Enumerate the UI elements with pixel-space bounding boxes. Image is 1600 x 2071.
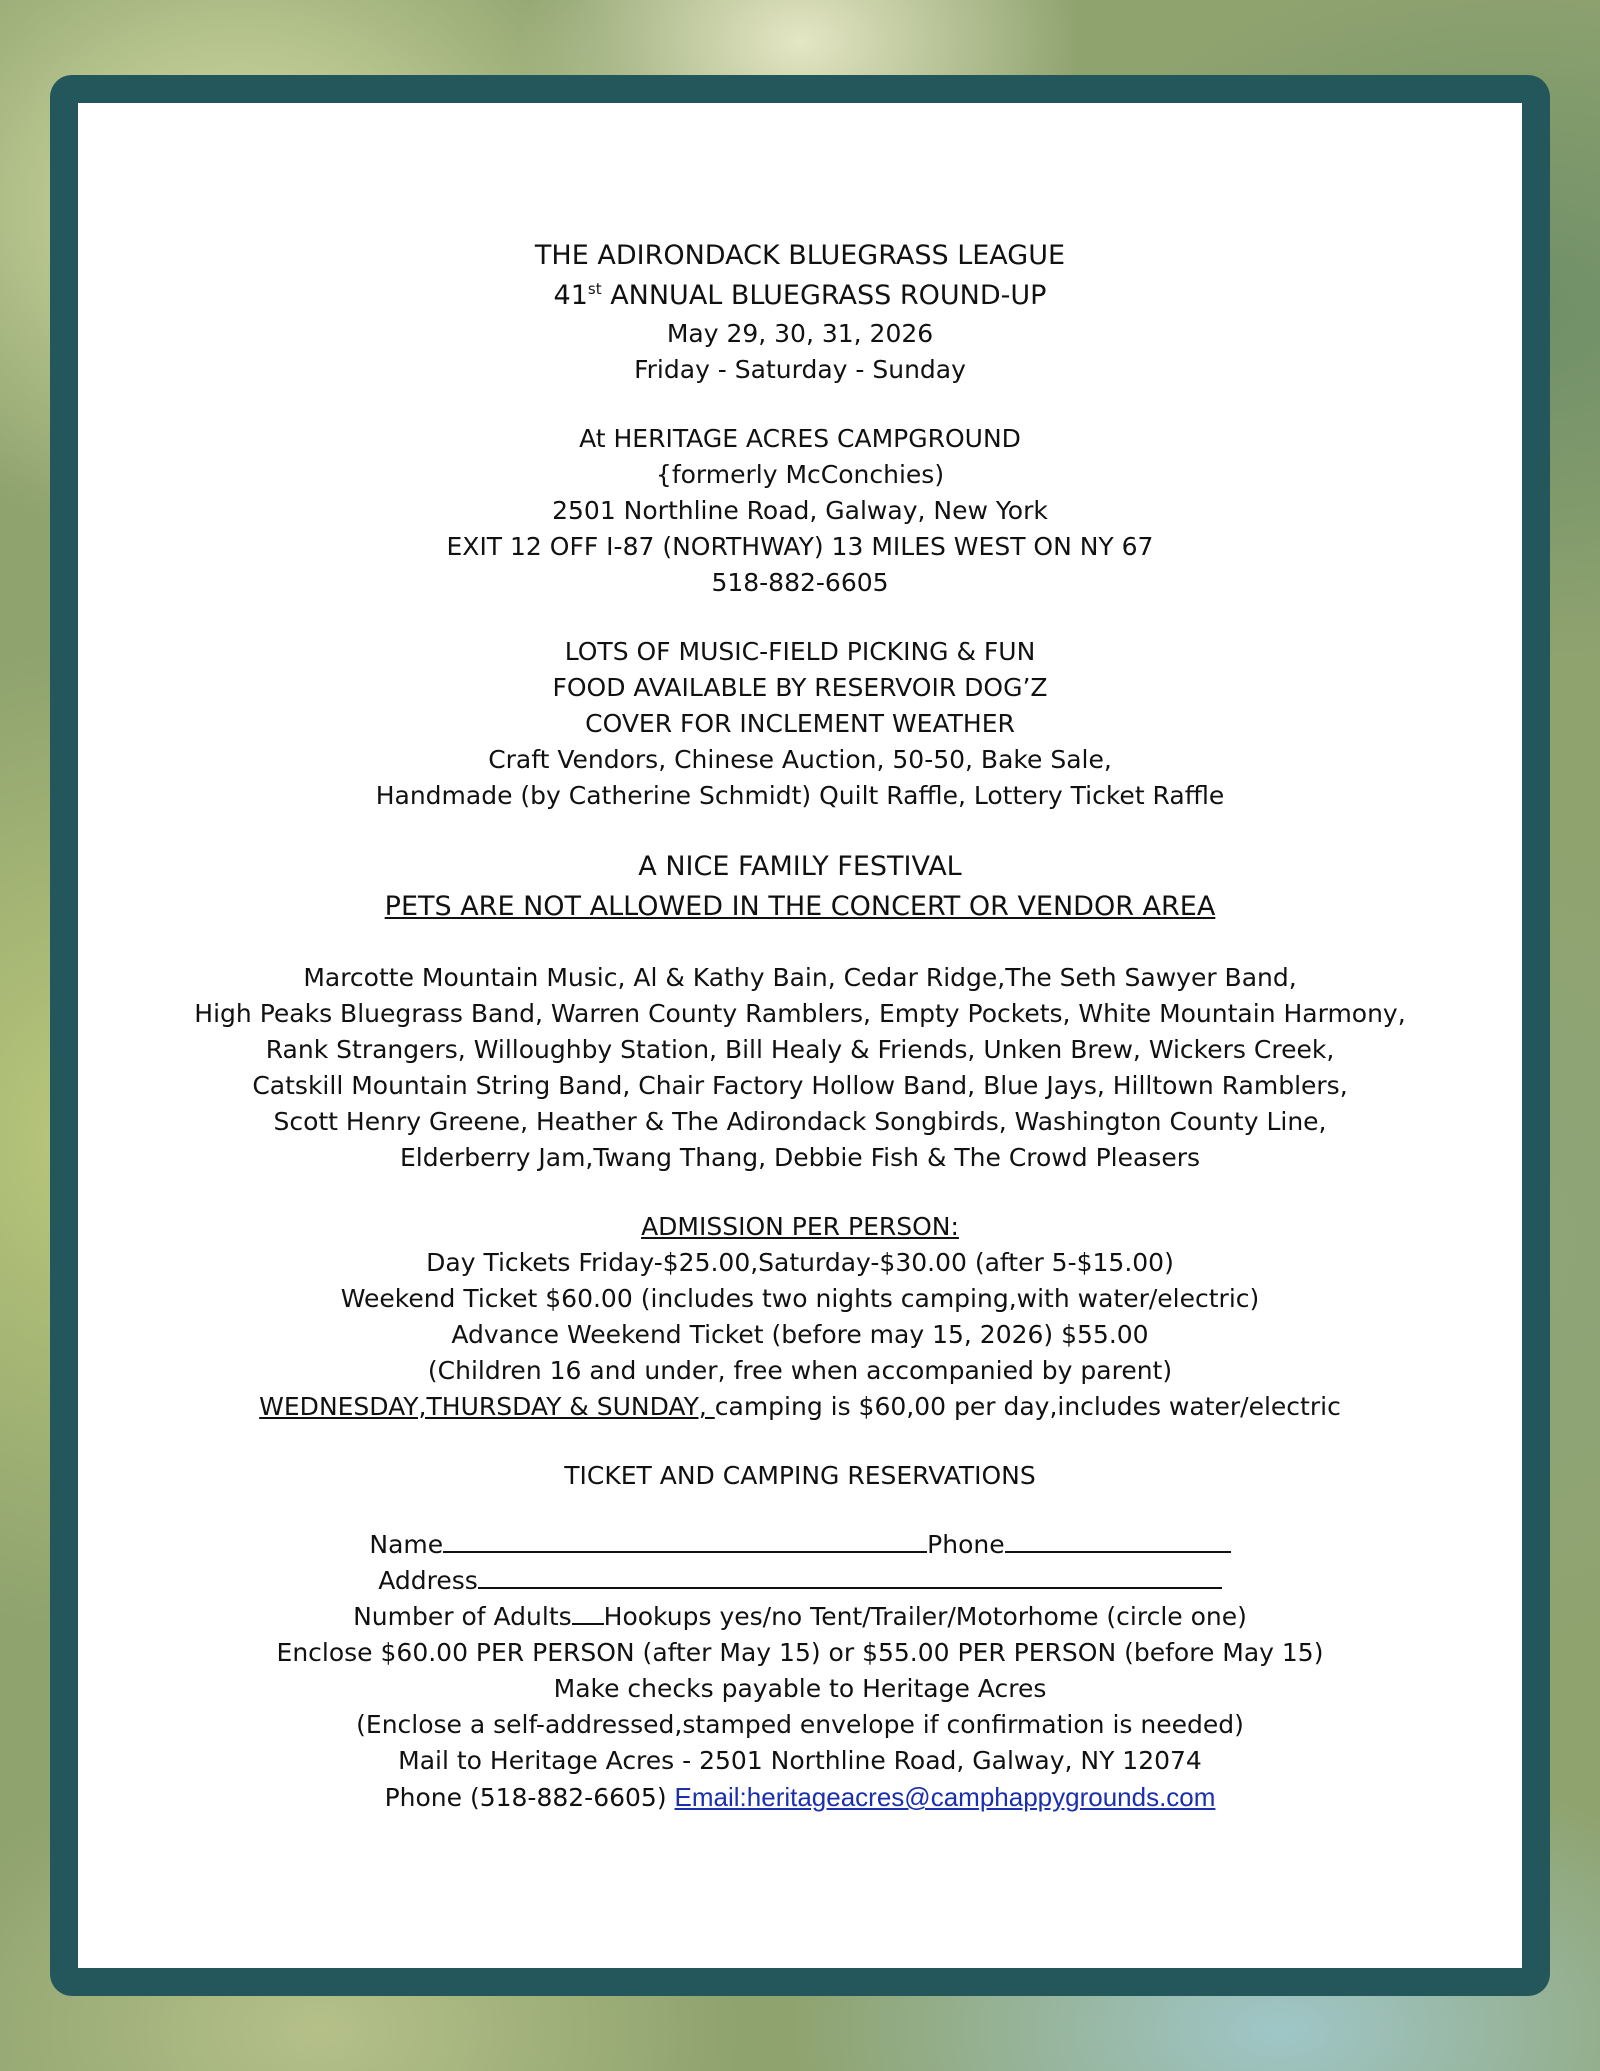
phone-label: Phone	[927, 1530, 1005, 1559]
adults-row	[0, 1599, 1600, 1635]
venue-name: At HERITAGE ACRES CAMPGROUND	[579, 424, 1021, 453]
band-list-line: Catskill Mountain String Band, Chair Factory Hollow Band, Blue Jays, Hilltown Ramblers,	[252, 1071, 1348, 1100]
venue-directions: EXIT 12 OFF I-87 (NORTHWAY) 13 MILES WEST ON NY 67	[446, 532, 1154, 561]
band-list-line: Scott Henry Greene, Heather & The Adirondack Songbirds, Washington County Line,	[273, 1107, 1327, 1136]
event-days: Friday - Saturday - Sunday	[634, 355, 966, 384]
event-title-text: ANNUAL BLUEGRASS ROUND-UP	[601, 280, 1047, 311]
adults-label: Number of Adults	[353, 1602, 572, 1631]
feature-line: FOOD AVAILABLE BY RESERVOIR DOG’Z	[552, 673, 1048, 702]
name-label: Name	[369, 1530, 444, 1559]
feature-line: COVER FOR INCLEMENT WEATHER	[585, 709, 1015, 738]
phone-blank[interactable]	[1005, 1527, 1231, 1553]
feature-line: LOTS OF MUSIC-FIELD PICKING & FUN	[564, 637, 1036, 666]
contact-phone: Phone (518-882-6605)	[384, 1783, 675, 1812]
event-title	[0, 276, 1600, 316]
reservation-line: Make checks payable to Heritage Acres	[553, 1674, 1047, 1703]
event-ordinal: st	[587, 280, 602, 298]
reservation-line: (Enclose a self-addressed,stamped envelope if confirmation is needed)	[356, 1710, 1244, 1739]
camping-line	[0, 1389, 1600, 1425]
feature-line: Handmade (by Catherine Schmidt) Quilt Raffle, Lottery Ticket Raffle	[375, 781, 1225, 810]
name-blank[interactable]	[443, 1527, 927, 1553]
email-link[interactable]: Email:heritageacres@camphappygrounds.com	[674, 1782, 1216, 1812]
reservation-line: Mail to Heritage Acres - 2501 Northline Road, Galway, NY 12074	[398, 1746, 1202, 1775]
reservations-heading: TICKET AND CAMPING RESERVATIONS	[564, 1461, 1036, 1490]
reservation-line: Enclose $60.00 PER PERSON (after May 15) or $55.00 PER PERSON (before May 15)	[276, 1638, 1324, 1667]
address-label: Address	[378, 1566, 478, 1595]
contact-row	[0, 1779, 1600, 1816]
event-dates: May 29, 30, 31, 2026	[666, 319, 934, 348]
name-phone-row	[0, 1527, 1600, 1563]
band-list-line: Elderberry Jam,Twang Thang, Debbie Fish & The Crowd Pleasers	[400, 1143, 1200, 1172]
adults-blank[interactable]	[572, 1599, 604, 1625]
flyer-content	[0, 236, 1600, 1816]
org-title: THE ADIRONDACK BLUEGRASS LEAGUE	[534, 240, 1066, 271]
admission-line: (Children 16 and under, free when accompanied by parent)	[427, 1356, 1173, 1385]
address-blank[interactable]	[478, 1563, 1222, 1589]
admission-line: Weekend Ticket $60.00 (includes two nights camping,with water/electric)	[340, 1284, 1260, 1313]
admission-line: Day Tickets Friday-$25.00,Saturday-$30.00 (after 5-$15.00)	[426, 1248, 1174, 1277]
event-number: 41	[553, 280, 588, 311]
address-row	[0, 1563, 1600, 1599]
admission-line: Advance Weekend Ticket (before may 15, 2026) $55.00	[451, 1320, 1149, 1349]
camping-days: WEDNESDAY,THURSDAY & SUNDAY,	[259, 1392, 715, 1421]
band-list-line: Marcotte Mountain Music, Al & Kathy Bain, Cedar Ridge,The Seth Sawyer Band,	[303, 963, 1297, 992]
adults-rest: Hookups yes/no Tent/Trailer/Motorhome (circle one)	[603, 1602, 1247, 1631]
band-list-line: High Peaks Bluegrass Band, Warren County Ramblers, Empty Pockets, White Mountain Harmony,	[194, 999, 1406, 1028]
venue-phone: 518-882-6605	[711, 568, 889, 597]
admission-heading: ADMISSION PER PERSON:	[641, 1212, 959, 1241]
band-list-line: Rank Strangers, Willoughby Station, Bill Healy & Friends, Unken Brew, Wickers Creek,	[265, 1035, 1335, 1064]
family-festival-heading: A NICE FAMILY FESTIVAL	[638, 851, 962, 882]
pets-notice: PETS ARE NOT ALLOWED IN THE CONCERT OR VENDOR AREA	[384, 891, 1216, 922]
camping-price: camping is $60,00 per day,includes water/electric	[714, 1392, 1341, 1421]
venue-formerly: {formerly McConchies)	[655, 460, 945, 489]
venue-address: 2501 Northline Road, Galway, New York	[552, 496, 1048, 525]
feature-line: Craft Vendors, Chinese Auction, 50-50, Bake Sale,	[488, 745, 1112, 774]
